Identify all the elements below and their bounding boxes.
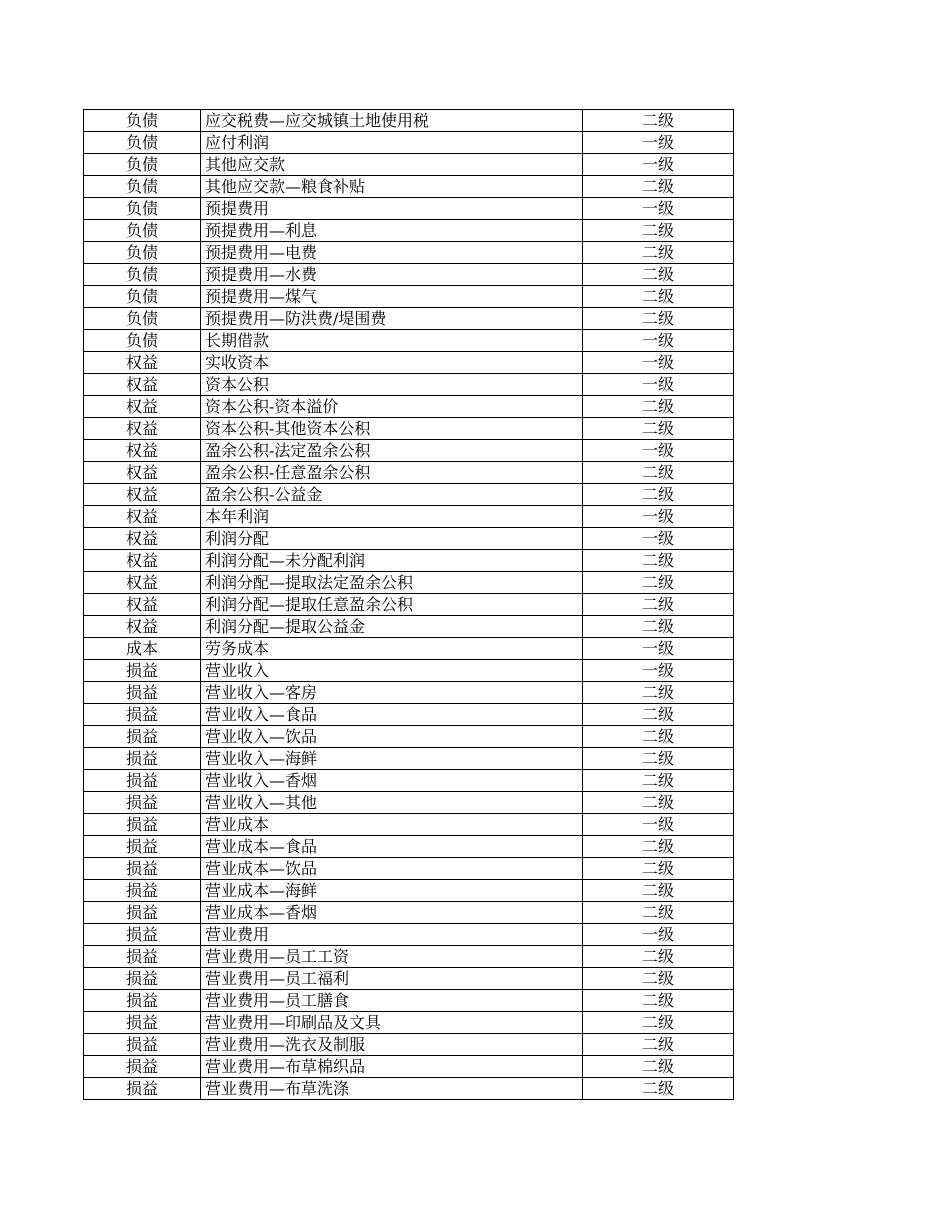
account-level-cell[interactable]: 二级 (583, 286, 734, 308)
category-cell[interactable]: 负债 (84, 176, 201, 198)
category-cell[interactable]: 损益 (84, 814, 201, 836)
account-name-cell[interactable]: 预提费用—水费 (201, 264, 583, 286)
account-name-cell[interactable]: 利润分配—提取公益金 (201, 616, 583, 638)
category-cell[interactable]: 权益 (84, 440, 201, 462)
account-level-cell[interactable]: 二级 (583, 968, 734, 990)
account-name-cell[interactable]: 营业费用—员工工资 (201, 946, 583, 968)
account-level-cell[interactable]: 二级 (583, 1078, 734, 1100)
account-level-cell[interactable]: 一级 (583, 638, 734, 660)
account-name-cell[interactable]: 营业收入—食品 (201, 704, 583, 726)
category-cell[interactable]: 权益 (84, 506, 201, 528)
account-level-cell[interactable]: 一级 (583, 528, 734, 550)
account-level-cell[interactable]: 二级 (583, 462, 734, 484)
table-row (84, 880, 734, 902)
account-name-cell[interactable]: 其他应交款 (201, 154, 583, 176)
category-cell[interactable]: 损益 (84, 968, 201, 990)
account-name-cell[interactable]: 预提费用—防洪费/堤围费 (201, 308, 583, 330)
account-name-cell[interactable]: 营业收入—香烟 (201, 770, 583, 792)
category-cell[interactable]: 权益 (84, 462, 201, 484)
table-row (84, 330, 734, 352)
table-row (84, 550, 734, 572)
table-row (84, 704, 734, 726)
table-row (84, 572, 734, 594)
account-name-cell[interactable]: 营业收入—其他 (201, 792, 583, 814)
account-level-cell[interactable]: 二级 (583, 1012, 734, 1034)
account-name-cell[interactable]: 盈余公积-法定盈余公积 (201, 440, 583, 462)
category-cell[interactable]: 损益 (84, 858, 201, 880)
table-row (84, 110, 734, 132)
account-name-cell[interactable]: 盈余公积-公益金 (201, 484, 583, 506)
account-name-cell[interactable]: 资本公积-资本溢价 (201, 396, 583, 418)
account-name-cell[interactable]: 营业费用—洗衣及制服 (201, 1034, 583, 1056)
category-cell[interactable]: 负债 (84, 154, 201, 176)
category-cell[interactable]: 损益 (84, 902, 201, 924)
table-row (84, 220, 734, 242)
table-row (84, 814, 734, 836)
table-row (84, 990, 734, 1012)
account-name-cell[interactable]: 长期借款 (201, 330, 583, 352)
category-cell[interactable]: 负债 (84, 242, 201, 264)
category-cell[interactable]: 损益 (84, 924, 201, 946)
account-level-cell[interactable]: 一级 (583, 924, 734, 946)
account-name-cell[interactable]: 利润分配—提取任意盈余公积 (201, 594, 583, 616)
table-row (84, 770, 734, 792)
account-name-cell[interactable]: 营业成本 (201, 814, 583, 836)
account-level-cell[interactable]: 二级 (583, 572, 734, 594)
account-name-cell[interactable]: 其他应交款—粮食补贴 (201, 176, 583, 198)
account-name-cell[interactable]: 营业费用—布草洗涤 (201, 1078, 583, 1100)
table-row (84, 1056, 734, 1078)
table-row (84, 154, 734, 176)
account-level-cell[interactable]: 一级 (583, 154, 734, 176)
table-row (84, 968, 734, 990)
table-row (84, 352, 734, 374)
table-row (84, 418, 734, 440)
account-level-cell[interactable]: 二级 (583, 616, 734, 638)
table-row (84, 440, 734, 462)
account-name-cell[interactable]: 预提费用—煤气 (201, 286, 583, 308)
category-cell[interactable]: 权益 (84, 352, 201, 374)
account-level-cell[interactable]: 二级 (583, 726, 734, 748)
table-row (84, 924, 734, 946)
category-cell[interactable]: 权益 (84, 418, 201, 440)
account-level-cell[interactable]: 二级 (583, 550, 734, 572)
account-level-cell[interactable]: 二级 (583, 792, 734, 814)
account-name-cell[interactable]: 营业成本—饮品 (201, 858, 583, 880)
table-row (84, 198, 734, 220)
table-row (84, 616, 734, 638)
table-row (84, 902, 734, 924)
account-level-cell[interactable]: 一级 (583, 440, 734, 462)
account-name-cell[interactable]: 本年利润 (201, 506, 583, 528)
account-name-cell[interactable]: 预提费用—利息 (201, 220, 583, 242)
account-level-cell[interactable]: 二级 (583, 1056, 734, 1078)
account-level-cell[interactable]: 二级 (583, 704, 734, 726)
category-cell[interactable]: 损益 (84, 946, 201, 968)
category-cell[interactable]: 负债 (84, 220, 201, 242)
category-cell[interactable]: 负债 (84, 132, 201, 154)
category-cell[interactable]: 损益 (84, 1034, 201, 1056)
account-level-cell[interactable]: 二级 (583, 858, 734, 880)
table-row (84, 506, 734, 528)
category-cell[interactable]: 成本 (84, 638, 201, 660)
category-cell[interactable]: 损益 (84, 726, 201, 748)
account-name-cell[interactable]: 营业费用 (201, 924, 583, 946)
category-cell[interactable]: 负债 (84, 286, 201, 308)
category-cell[interactable]: 权益 (84, 484, 201, 506)
category-cell[interactable]: 损益 (84, 880, 201, 902)
table-row (84, 1034, 734, 1056)
category-cell[interactable]: 损益 (84, 1012, 201, 1034)
table-row (84, 1078, 734, 1100)
table-row (84, 1012, 734, 1034)
table-row (84, 242, 734, 264)
account-name-cell[interactable]: 劳务成本 (201, 638, 583, 660)
category-cell[interactable]: 损益 (84, 660, 201, 682)
table-row (84, 946, 734, 968)
account-level-cell[interactable]: 二级 (583, 484, 734, 506)
table-row (84, 396, 734, 418)
account-name-cell[interactable]: 资本公积-其他资本公积 (201, 418, 583, 440)
category-cell[interactable]: 损益 (84, 1056, 201, 1078)
category-cell[interactable]: 权益 (84, 550, 201, 572)
account-level-cell[interactable]: 二级 (583, 990, 734, 1012)
account-name-cell[interactable]: 营业费用—布草棉织品 (201, 1056, 583, 1078)
account-name-cell[interactable]: 盈余公积-任意盈余公积 (201, 462, 583, 484)
account-name-cell[interactable]: 营业成本—香烟 (201, 902, 583, 924)
category-cell[interactable]: 损益 (84, 704, 201, 726)
category-cell[interactable]: 负债 (84, 264, 201, 286)
category-cell[interactable]: 损益 (84, 748, 201, 770)
category-cell[interactable]: 损益 (84, 770, 201, 792)
category-cell[interactable]: 权益 (84, 616, 201, 638)
table-row (84, 836, 734, 858)
category-cell[interactable]: 负债 (84, 110, 201, 132)
account-level-cell[interactable]: 二级 (583, 220, 734, 242)
account-name-cell[interactable]: 资本公积 (201, 374, 583, 396)
account-name-cell[interactable]: 利润分配—提取法定盈余公积 (201, 572, 583, 594)
category-cell[interactable]: 损益 (84, 682, 201, 704)
account-name-cell[interactable]: 营业成本—海鲜 (201, 880, 583, 902)
category-cell[interactable]: 损益 (84, 990, 201, 1012)
account-name-cell[interactable]: 实收资本 (201, 352, 583, 374)
category-cell[interactable]: 权益 (84, 396, 201, 418)
table-row (84, 176, 734, 198)
table-row (84, 858, 734, 880)
category-cell[interactable]: 损益 (84, 1078, 201, 1100)
account-level-cell[interactable]: 二级 (583, 264, 734, 286)
account-level-cell[interactable]: 二级 (583, 1034, 734, 1056)
account-level-cell[interactable]: 一级 (583, 506, 734, 528)
account-name-cell[interactable]: 营业收入—海鲜 (201, 748, 583, 770)
accounts-table-body (84, 110, 734, 1100)
category-cell[interactable]: 损益 (84, 836, 201, 858)
table-row (84, 308, 734, 330)
account-name-cell[interactable]: 营业费用—员工福利 (201, 968, 583, 990)
account-name-cell[interactable]: 营业费用—印刷品及文具 (201, 1012, 583, 1034)
account-level-cell[interactable]: 二级 (583, 176, 734, 198)
account-level-cell[interactable]: 一级 (583, 660, 734, 682)
account-level-cell[interactable]: 一级 (583, 198, 734, 220)
table-row (84, 682, 734, 704)
table-row (84, 264, 734, 286)
account-name-cell[interactable]: 营业成本—食品 (201, 836, 583, 858)
category-cell[interactable]: 权益 (84, 594, 201, 616)
table-row (84, 638, 734, 660)
account-name-cell[interactable]: 利润分配 (201, 528, 583, 550)
account-name-cell[interactable]: 预提费用—电费 (201, 242, 583, 264)
account-name-cell[interactable]: 营业收入—饮品 (201, 726, 583, 748)
account-level-cell[interactable]: 二级 (583, 594, 734, 616)
table-row (84, 748, 734, 770)
table-row (84, 286, 734, 308)
table-row (84, 594, 734, 616)
category-cell[interactable]: 权益 (84, 374, 201, 396)
account-level-cell[interactable]: 一级 (583, 352, 734, 374)
account-level-cell[interactable]: 二级 (583, 242, 734, 264)
account-level-cell[interactable]: 一级 (583, 330, 734, 352)
table-row (84, 660, 734, 682)
category-cell[interactable]: 负债 (84, 198, 201, 220)
account-level-cell[interactable]: 一级 (583, 132, 734, 154)
table-row (84, 132, 734, 154)
account-level-cell[interactable]: 二级 (583, 880, 734, 902)
account-name-cell[interactable]: 预提费用 (201, 198, 583, 220)
account-level-cell[interactable]: 二级 (583, 396, 734, 418)
account-level-cell[interactable]: 二级 (583, 682, 734, 704)
account-level-cell[interactable]: 二级 (583, 836, 734, 858)
account-level-cell[interactable]: 一级 (583, 814, 734, 836)
table-row (84, 462, 734, 484)
account-level-cell[interactable]: 二级 (583, 110, 734, 132)
category-cell[interactable]: 权益 (84, 572, 201, 594)
account-level-cell[interactable]: 一级 (583, 374, 734, 396)
category-cell[interactable]: 负债 (84, 330, 201, 352)
table-row (84, 792, 734, 814)
account-level-cell[interactable]: 二级 (583, 308, 734, 330)
account-level-cell[interactable]: 二级 (583, 946, 734, 968)
category-cell[interactable]: 权益 (84, 528, 201, 550)
account-level-cell[interactable]: 二级 (583, 770, 734, 792)
account-name-cell[interactable]: 营业费用—员工膳食 (201, 990, 583, 1012)
account-name-cell[interactable]: 营业收入 (201, 660, 583, 682)
table-row (84, 726, 734, 748)
table-row (84, 528, 734, 550)
account-name-cell[interactable]: 应付利润 (201, 132, 583, 154)
account-level-cell[interactable]: 二级 (583, 748, 734, 770)
table-row (84, 484, 734, 506)
account-name-cell[interactable]: 利润分配—未分配利润 (201, 550, 583, 572)
accounts-table (83, 109, 734, 1100)
account-level-cell[interactable]: 二级 (583, 902, 734, 924)
category-cell[interactable]: 负债 (84, 308, 201, 330)
account-name-cell[interactable]: 应交税费—应交城镇土地使用税 (201, 110, 583, 132)
account-name-cell[interactable]: 营业收入—客房 (201, 682, 583, 704)
category-cell[interactable]: 损益 (84, 792, 201, 814)
account-level-cell[interactable]: 二级 (583, 418, 734, 440)
table-row (84, 374, 734, 396)
